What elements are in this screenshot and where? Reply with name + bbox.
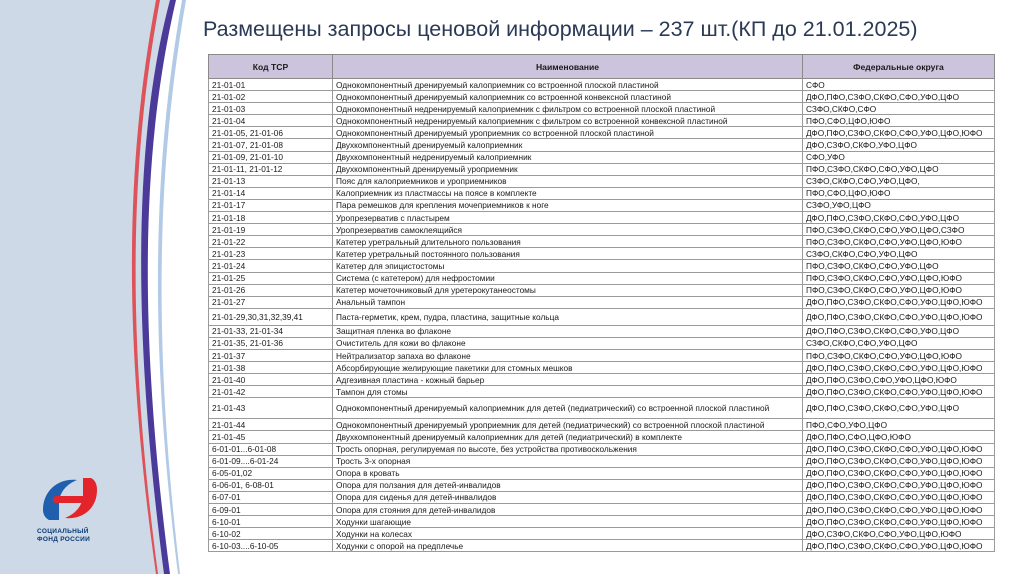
cell-name: Однокомпонентный дренируемый калоприемник со встроенной плоской пластиной	[333, 79, 803, 91]
table-row	[209, 224, 995, 236]
cell-districts: ДФО,ПФО,СЗФО,СКФО,СФО,УФО,ЦФО,ЮФО	[803, 127, 995, 139]
table-row	[209, 479, 995, 491]
table-row	[209, 115, 995, 127]
cell-districts: ДФО,ПФО,СФО,ЦФО,ЮФО	[803, 431, 995, 443]
table-row	[209, 91, 995, 103]
social-fund-logo	[37, 472, 107, 562]
cell-code: 21-01-19	[209, 224, 333, 236]
cell-name: Нейтрализатор запаха во флаконе	[333, 349, 803, 361]
table-row	[209, 337, 995, 349]
table-row	[209, 212, 995, 224]
cell-code: 21-01-03	[209, 103, 333, 115]
cell-name: Калоприемник из пластмассы на поясе в комплекте	[333, 187, 803, 199]
table-row	[209, 455, 995, 467]
cell-districts: ДФО,СЗФО,СКФО,СФО,УФО,ЦФО,ЮФО	[803, 528, 995, 540]
cell-name: Двухкомпонентный недренируемый калоприемник	[333, 151, 803, 163]
cell-name: Опора для ползания для детей-инвалидов	[333, 479, 803, 491]
cell-code: 6-06-01, 6-08-01	[209, 479, 333, 491]
cell-districts: СЗФО,СКФО,СФО,УФО,ЦФО,	[803, 175, 995, 187]
cell-code: 21-01-37	[209, 349, 333, 361]
cell-districts: ДФО,ПФО,СЗФО,СКФО,СФО,УФО,ЦФО,ЮФО	[803, 455, 995, 467]
cell-code: 21-01-45	[209, 431, 333, 443]
table-row	[209, 491, 995, 503]
cell-code: 21-01-35, 21-01-36	[209, 337, 333, 349]
page-title: Размещены запросы ценовой информации – 237 шт.(КП до 21.01.2025)	[203, 17, 918, 41]
cell-code: 21-01-43	[209, 398, 333, 419]
cell-districts: ДФО,ПФО,СЗФО,СКФО,СФО,УФО,ЦФО,ЮФО	[803, 479, 995, 491]
table-header-row	[209, 55, 995, 79]
cell-code: 21-01-14	[209, 187, 333, 199]
cell-districts: СФО	[803, 79, 995, 91]
cell-name: Двухкомпонентный дренируемый уроприемник	[333, 163, 803, 175]
cell-districts: ДФО,ПФО,СЗФО,СКФО,СФО,УФО,ЦФО	[803, 212, 995, 224]
cell-name: Однокомпонентный дренируемый уроприемник для детей (педиатрический) со встроенной плоской пластиной	[333, 419, 803, 431]
table-row	[209, 103, 995, 115]
cell-districts: ПФО,СЗФО,СКФО,СФО,УФО,ЦФО,ЮФО	[803, 349, 995, 361]
cell-code: 21-01-27	[209, 296, 333, 308]
cell-districts: ДФО,ПФО,СЗФО,СКФО,СФО,УФО,ЦФО,ЮФО	[803, 308, 995, 325]
cell-name: Двухкомпонентный дренируемый калоприемник для детей (педиатрический) в комплекте	[333, 431, 803, 443]
table-row	[209, 151, 995, 163]
cell-districts: ДФО,ПФО,СЗФО,СКФО,СФО,УФО,ЦФО,ЮФО	[803, 516, 995, 528]
cell-districts: СЗФО,УФО,ЦФО	[803, 199, 995, 211]
cell-name: Уропрезерватив самоклеящийся	[333, 224, 803, 236]
table-row	[209, 127, 995, 139]
header-code: Код ТСР	[209, 55, 333, 79]
cell-districts: ПФО,СЗФО,СКФО,СФО,УФО,ЦФО,ЮФО	[803, 284, 995, 296]
cell-name: Катетер уретральный длительного пользования	[333, 236, 803, 248]
cell-code: 21-01-42	[209, 386, 333, 398]
price-requests-table-container	[208, 54, 994, 552]
cell-name: Система (с катетером) для нефростомии	[333, 272, 803, 284]
cell-name: Ходунки на колесах	[333, 528, 803, 540]
cell-code: 21-01-40	[209, 374, 333, 386]
cell-name: Катетер для эпицистостомы	[333, 260, 803, 272]
table-row	[209, 199, 995, 211]
cell-districts: ПФО,СЗФО,СКФО,СФО,УФО,ЦФО,ЮФО	[803, 272, 995, 284]
cell-districts: ПФО,СФО,ЦФО,ЮФО	[803, 187, 995, 199]
cell-code: 6-10-02	[209, 528, 333, 540]
cell-code: 21-01-17	[209, 199, 333, 211]
cell-code: 21-01-11, 21-01-12	[209, 163, 333, 175]
cell-name: Катетер уретральный постоянного пользования	[333, 248, 803, 260]
cell-code: 21-01-09, 21-01-10	[209, 151, 333, 163]
cell-code: 6-05-01,02	[209, 467, 333, 479]
cell-code: 21-01-24	[209, 260, 333, 272]
cell-districts: ДФО,ПФО,СЗФО,СФО,УФО,ЦФО,ЮФО	[803, 374, 995, 386]
cell-code: 21-01-23	[209, 248, 333, 260]
table-row	[209, 431, 995, 443]
cell-name: Трость 3-х опорная	[333, 455, 803, 467]
table-row	[209, 386, 995, 398]
cell-districts: ДФО,ПФО,СЗФО,СКФО,СФО,УФО,ЦФО	[803, 325, 995, 337]
cell-code: 6-01-09....6-01-24	[209, 455, 333, 467]
cell-name: Опора для сиденья для детей-инвалидов	[333, 491, 803, 503]
cell-code: 21-01-38	[209, 362, 333, 374]
cell-name: Опора для стояния для детей-инвалидов	[333, 504, 803, 516]
cell-districts: СЗФО,СКФО,СФО,УФО,ЦФО	[803, 248, 995, 260]
table-row	[209, 467, 995, 479]
cell-name: Однокомпонентный дренируемый калоприемник для детей (педиатрический) со встроенной плоской пластиной	[333, 398, 803, 419]
table-row	[209, 528, 995, 540]
cell-code: 6-10-03....6-10-05	[209, 540, 333, 552]
cell-districts: ДФО,ПФО,СЗФО,СКФО,СФО,УФО,ЦФО	[803, 398, 995, 419]
header-name: Наименование	[333, 55, 803, 79]
cell-name: Однокомпонентный дренируемый уроприемник со встроенной плоской пластиной	[333, 127, 803, 139]
cell-name: Защитная пленка во флаконе	[333, 325, 803, 337]
table-row	[209, 349, 995, 361]
cell-name: Адгезивная пластина - кожный барьер	[333, 374, 803, 386]
table-row	[209, 175, 995, 187]
cell-code: 21-01-13	[209, 175, 333, 187]
table-row	[209, 540, 995, 552]
cell-districts: ДФО,ПФО,СЗФО,СКФО,СФО,УФО,ЦФО,ЮФО	[803, 504, 995, 516]
table-row	[209, 443, 995, 455]
cell-districts: ДФО,ПФО,СЗФО,СКФО,СФО,УФО,ЦФО,ЮФО	[803, 491, 995, 503]
cell-districts: ДФО,ПФО,СЗФО,СКФО,СФО,УФО,ЦФО,ЮФО	[803, 467, 995, 479]
table-body	[209, 79, 995, 552]
table-row	[209, 516, 995, 528]
cell-code: 21-01-01	[209, 79, 333, 91]
cell-districts: ДФО,СЗФО,СКФО,УФО,ЦФО	[803, 139, 995, 151]
table-row	[209, 296, 995, 308]
cell-code: 21-01-33, 21-01-34	[209, 325, 333, 337]
table-row	[209, 504, 995, 516]
header-districts: Федеральные округа	[803, 55, 995, 79]
table-row	[209, 236, 995, 248]
cell-districts: СЗФО,СКФО,СФО	[803, 103, 995, 115]
table-row	[209, 248, 995, 260]
cell-code: 21-01-05, 21-01-06	[209, 127, 333, 139]
logo-text-line1: СОЦИАЛЬНЫЙ	[37, 528, 89, 535]
cell-districts: ПФО,СЗФО,СКФО,СФО,УФО,ЦФО	[803, 163, 995, 175]
cell-name: Пояс для калоприемников и уроприемников	[333, 175, 803, 187]
cell-districts: ДФО,ПФО,СЗФО,СКФО,СФО,УФО,ЦФО,ЮФО	[803, 540, 995, 552]
decorative-side-panel	[0, 0, 215, 574]
table-row	[209, 260, 995, 272]
cell-code: 21-01-04	[209, 115, 333, 127]
table-row	[209, 79, 995, 91]
swoosh-decoration	[0, 0, 215, 574]
table-row	[209, 325, 995, 337]
table-row	[209, 419, 995, 431]
cell-name: Трость опорная, регулируемая по высоте, без устройства противоскольжения	[333, 443, 803, 455]
cell-name: Пара ремешков для крепления мочеприемников к ноге	[333, 199, 803, 211]
table-row	[209, 139, 995, 151]
cell-districts: ПФО,СЗФО,СКФО,СФО,УФО,ЦФО	[803, 260, 995, 272]
cell-code: 6-09-01	[209, 504, 333, 516]
cell-name: Анальный тампон	[333, 296, 803, 308]
table-row	[209, 362, 995, 374]
cell-code: 21-01-29,30,31,32,39,41	[209, 308, 333, 325]
price-requests-table	[208, 54, 995, 552]
cell-districts: ДФО,ПФО,СЗФО,СКФО,СФО,УФО,ЦФО	[803, 91, 995, 103]
table-row	[209, 163, 995, 175]
cell-districts: ДФО,ПФО,СЗФО,СКФО,СФО,УФО,ЦФО,ЮФО	[803, 362, 995, 374]
cell-code: 6-07-01	[209, 491, 333, 503]
cell-districts: ДФО,ПФО,СЗФО,СКФО,СФО,УФО,ЦФО,ЮФО	[803, 386, 995, 398]
cell-name: Паста-герметик, крем, пудра, пластина, защитные кольца	[333, 308, 803, 325]
table-row	[209, 284, 995, 296]
cell-name: Однокомпонентный дренируемый калоприемник со встроенной конвексной пластиной	[333, 91, 803, 103]
cell-name: Уропрезерватив с пластырем	[333, 212, 803, 224]
cell-name: Двухкомпонентный дренируемый калоприемник	[333, 139, 803, 151]
cell-districts: ДФО,ПФО,СЗФО,СКФО,СФО,УФО,ЦФО,ЮФО	[803, 296, 995, 308]
cell-code: 21-01-07, 21-01-08	[209, 139, 333, 151]
cell-code: 21-01-26	[209, 284, 333, 296]
cell-name: Однокомпонентный недренируемый калоприемник с фильтром со встроенной плоской пластиной	[333, 103, 803, 115]
cell-districts: ДФО,ПФО,СЗФО,СКФО,СФО,УФО,ЦФО,ЮФО	[803, 443, 995, 455]
cell-name: Опора в кровать	[333, 467, 803, 479]
table-row	[209, 187, 995, 199]
cell-code: 21-01-44	[209, 419, 333, 431]
cell-code: 21-01-02	[209, 91, 333, 103]
cell-code: 21-01-25	[209, 272, 333, 284]
cell-name: Однокомпонентный недренируемый калоприемник с фильтром со встроенной конвексной пластиной	[333, 115, 803, 127]
cell-code: 21-01-22	[209, 236, 333, 248]
cell-name: Абсорбирующие желирующие пакетики для стомных мешков	[333, 362, 803, 374]
cell-name: Ходунки с опорой на предплечье	[333, 540, 803, 552]
cell-name: Катетер мочеточниковый для уретерокутанеостомы	[333, 284, 803, 296]
cell-districts: ПФО,СФО,УФО,ЦФО	[803, 419, 995, 431]
cell-code: 21-01-18	[209, 212, 333, 224]
cell-name: Тампон для стомы	[333, 386, 803, 398]
cell-districts: ПФО,СЗФО,СКФО,СФО,УФО,ЦФО,СЗФО	[803, 224, 995, 236]
table-row	[209, 272, 995, 284]
cell-districts: СЗФО,СКФО,СФО,УФО,ЦФО	[803, 337, 995, 349]
cell-name: Очиститель для кожи во флаконе	[333, 337, 803, 349]
table-row	[209, 308, 995, 325]
cell-name: Ходунки шагающие	[333, 516, 803, 528]
cell-districts: СФО,УФО	[803, 151, 995, 163]
cell-code: 6-01-01...6-01-08	[209, 443, 333, 455]
table-row	[209, 398, 995, 419]
table-row	[209, 374, 995, 386]
cell-districts: ПФО,СЗФО,СКФО,СФО,УФО,ЦФО,ЮФО	[803, 236, 995, 248]
logo-text-line2: ФОНД РОССИИ	[37, 536, 91, 543]
cell-districts: ПФО,СФО,ЦФО,ЮФО	[803, 115, 995, 127]
cell-code: 6-10-01	[209, 516, 333, 528]
logo-mark-icon	[37, 472, 103, 524]
